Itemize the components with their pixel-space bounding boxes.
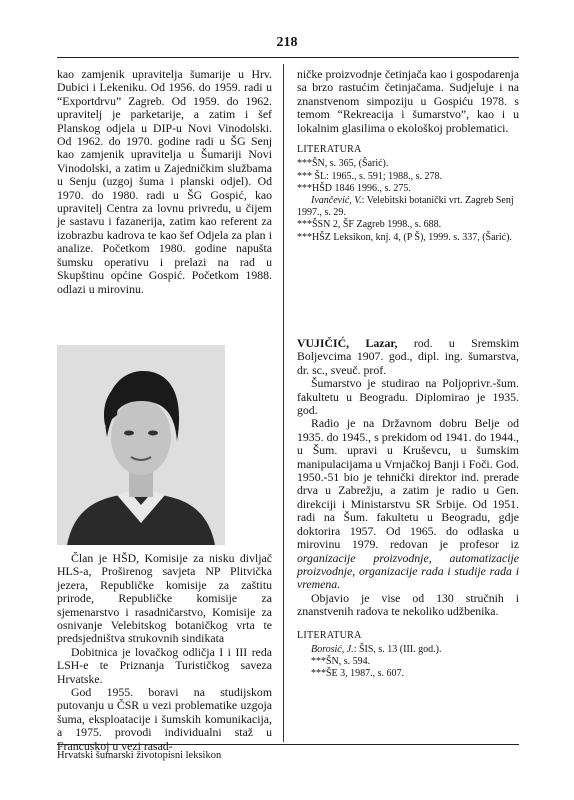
portrait-photo <box>57 345 225 545</box>
column-divider <box>283 64 284 742</box>
footer-rule <box>57 744 519 745</box>
right-column-top <box>297 68 519 244</box>
literature-ref: : Velebitski botanički vrt. Zagreb Senj 1997., s. 29. <box>297 195 514 219</box>
literature-item: ***ŠN, s. 594. <box>311 656 371 668</box>
literature-item: ***ŠN, s. 365, (Šarić). <box>297 158 389 170</box>
literature-item: *** ŠL: 1965., s. 591; 1988., s. 278. <box>297 170 443 182</box>
entry-headword: VUJIČIĆ, Lazar, <box>297 336 398 350</box>
entry-vujicic <box>297 337 519 681</box>
left-para-continuation: kao zamjenik upravitelja šumarije u Hrv. Dubici i Lekeniku. Od 1956. do 1959. radi u “Exportdrvu” Zagreb. Od 1959. do 1962. upravitelj je parketarije, a zatim i šef Planskog odjela u DIP-u Novi Vinodolski. Od 1962. do 1970. godine radi u ŠG Senj kao zamjenik upravitelja u Šumariji Novi Vinodolski, a zatim u Zajedničkim službama u Senju (uzgoj šuma i planski odjel). Od 1970. do 1980. radi u ŠG Gospić, kao upravitelj Centra za lovnu privredu, u čijem je sastavu i fazanerija, zatim kao referent za izobrazbu kadrova te kao šef Odjela za plan i analize. Početkom 1980. godine napušta šumsku operativu i prelazi na rad u Skupštinu općine Gospić. Početkom 1988. odlazi u mirovinu. <box>57 67 272 296</box>
literature-list-2 <box>297 644 519 681</box>
entry-intro <box>297 337 519 377</box>
page-number: 218 <box>276 35 298 50</box>
header-rule <box>57 57 519 58</box>
right-para-continuation: ničke proizvodnje četinjača kao i gospodarenja sa brzo rastućim četinjačama. Sudjeluje i na znanstvenom simpoziju u Gospiću 1978. s temom “Rekreacija i šumarstvo”, kao i u lokalnim glasilima o ekološkoj problematici. <box>297 67 519 135</box>
entry-para-study: Šumarstvo je studirao na Poljoprivr.-šum. fakultetu u Beogradu. Diplomirao je 1935. god. <box>297 376 519 418</box>
literature-item: ***HŠD 1846 1996., s. 275. <box>297 182 411 194</box>
entry-para-career <box>297 417 519 591</box>
left-para-awards: Dobitnica je lovačkog odličja I i III reda LSH-e te Priznanja Turističkog saveza Hrvatske. <box>57 644 272 686</box>
literature-heading-1: LITERATURA <box>297 144 362 156</box>
literature-item: ***ŠSN 2, ŠF Zagreb 1998., s. 688. <box>297 219 442 231</box>
literature-ref: : ŠIS, s. 13 (III. god.). <box>353 643 442 655</box>
entry-para-publications: Objavio je vise od 130 stručnih i znanstvenih radova te nekoliko udžbenika. <box>297 590 519 619</box>
literature-item <box>297 195 519 219</box>
left-column-top <box>57 68 272 296</box>
footer-title: Hrvatski šumarski životopisni leksikon <box>57 750 222 761</box>
entry-career-italic: organizacije proizvodnje, automatizacije proizvodnje, organizacije rada i studije rada i vremena. <box>297 550 519 592</box>
literature-heading-2: LITERATURA <box>297 629 362 641</box>
entry-career-text: Radio je na Državnom dobru Belje od 1935. do 1945., s prekidom od 1941. do 1944., u Šum. upravi u Kruševcu, u šumskim manipulacijama u Vrnjačkoj Banji i Foči. God. 1950.-51 bio je tehnički direktor ind. prerade drva u Zabrežju, a zatim je radio u Gen. direkciji i Ministarstvu SR Srbije. Od 1951. radi na Šum. fakultetu u Beogradu, gdje doktorira 1957. Od 1965. do odlaska u mirovinu 1979. redovan je profesor iz <box>297 416 519 552</box>
literature-list-1 <box>297 158 519 243</box>
left-para-memberships: Član je HŠD, Komisije za nisku divljač HLS-a, Proširenog savjeta NP Plitvička jezera, Republičke komisije za zaštitu prirode, Republičke komisije za sjemenarstvo i rasadničarstvo, Komisije za osnivanje Velebitskog botaničkog vrta te predsjedništva strukovnih sindikata <box>57 551 272 646</box>
literature-item: ***ŠE 3, 1987., s. 607. <box>311 668 405 680</box>
left-column-bottom <box>57 552 272 753</box>
literature-author: Borosić, J. <box>311 643 354 655</box>
entry-intro-text: rod. u Sremskim Boljevcima 1907. god., dipl. ing. šumarstva, dr. sc., sveuč. prof. <box>297 336 520 377</box>
left-para-travel: God 1955. boravi na studijskom putovanju u ČSR u vezi problematike uzgoja šuma, eksploatacije i šumskih komunikacija, a 1975. provodi individualni staž u Francuskoj u vezi rasad- <box>57 685 272 753</box>
literature-author: Ivančević, V. <box>311 195 362 207</box>
literature-item <box>297 644 519 656</box>
literature-item: ***HŠZ Leksikon, knj. 4, (P Š), 1999. s. 337, (Šarić). <box>297 231 512 243</box>
portrait-image <box>57 345 225 545</box>
